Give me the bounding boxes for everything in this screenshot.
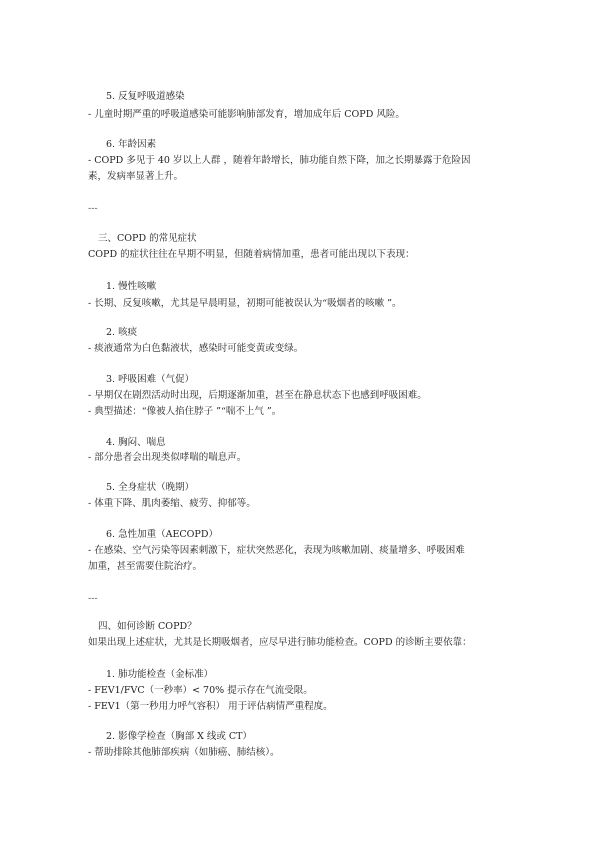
heading-dyspnea: 3. 呼吸困难（气促）: [106, 374, 195, 385]
bullet-text: - 在感染、空气污染等因素刺激下，症状突然恶化，表现为咳嗽加剧、痰量增多、呼吸困难: [88, 545, 465, 556]
paragraph-text: 如果出现上述症状，尤其是长期吸烟者，应尽早进行肺功能检查。COPD 的诊断主要依靠：: [88, 637, 472, 648]
section-separator: ---: [88, 203, 98, 214]
bullet-text: - 帮助排除其他肺部疾病（如肺癌、肺结核）。: [88, 747, 280, 758]
section-separator: ---: [88, 593, 98, 604]
bullet-text: - COPD 多见于 40 岁以上人群 ，随着年龄增长，肺功能自然下降，加之长期暴露于危险因: [88, 155, 471, 166]
bullet-text-continued: 加重，甚至需要住院治疗。: [88, 561, 203, 572]
heading-age-factor: 6. 年龄因素: [106, 139, 157, 150]
bullet-text: - 体重下降、肌肉萎缩、疲劳、抑郁等。: [88, 498, 256, 509]
paragraph-text: COPD 的症状往往在早期不明显，但随着病情加重，患者可能出现以下表现：: [88, 249, 415, 260]
bullet-text: - 长期、反复咳嗽，尤其是早晨明显，初期可能被误认为“吸烟者的咳嗽 ”。: [88, 298, 402, 309]
bullet-text: - FEV1/FVC（一秒率）< 70% 提示存在气流受限。: [88, 685, 313, 696]
heading-chest-tightness: 4. 胸闷、喘息: [106, 437, 166, 448]
heading-systemic-symptoms: 5. 全身症状（晚期）: [106, 482, 195, 493]
bullet-text: - 儿童时期严重的呼吸道感染可能影响肺部发育，增加成年后 COPD 风险。: [88, 109, 405, 120]
bullet-text: - 痰液通常为白色黏液状，感染时可能变黄或变绿。: [88, 343, 304, 354]
heading-chronic-cough: 1. 慢性咳嗽: [106, 281, 157, 292]
heading-acute-exacerbation: 6. 急性加重（AECOPD）: [106, 529, 218, 540]
heading-sputum: 2. 咳痰: [106, 327, 138, 338]
heading-recurrent-infection: 5. 反复呼吸道感染: [106, 91, 185, 102]
heading-imaging: 2. 影像学检查（胸部 X 线或 CT）: [106, 731, 253, 742]
section-title-diagnosis: 四、如何诊断 COPD？: [98, 621, 197, 632]
bullet-text: - 部分患者会出现类似哮喘的喘息声。: [88, 452, 247, 463]
bullet-text: - FEV1（第一秒用力呼气容积） 用于评估病情严重程度。: [88, 701, 333, 712]
bullet-text: - 早期仅在剧烈活动时出现，后期逐渐加重，甚至在静息状态下也感到呼吸困难。: [88, 390, 427, 401]
section-title-symptoms: 三、COPD 的常见症状: [98, 233, 197, 244]
heading-lung-function-test: 1. 肺功能检查（金标准）: [106, 669, 214, 680]
bullet-text: - 典型描述：“像被人掐住脖子 ”“喘不上气 ”。: [88, 406, 282, 417]
bullet-text-continued: 素，发病率显著上升。: [88, 171, 184, 182]
